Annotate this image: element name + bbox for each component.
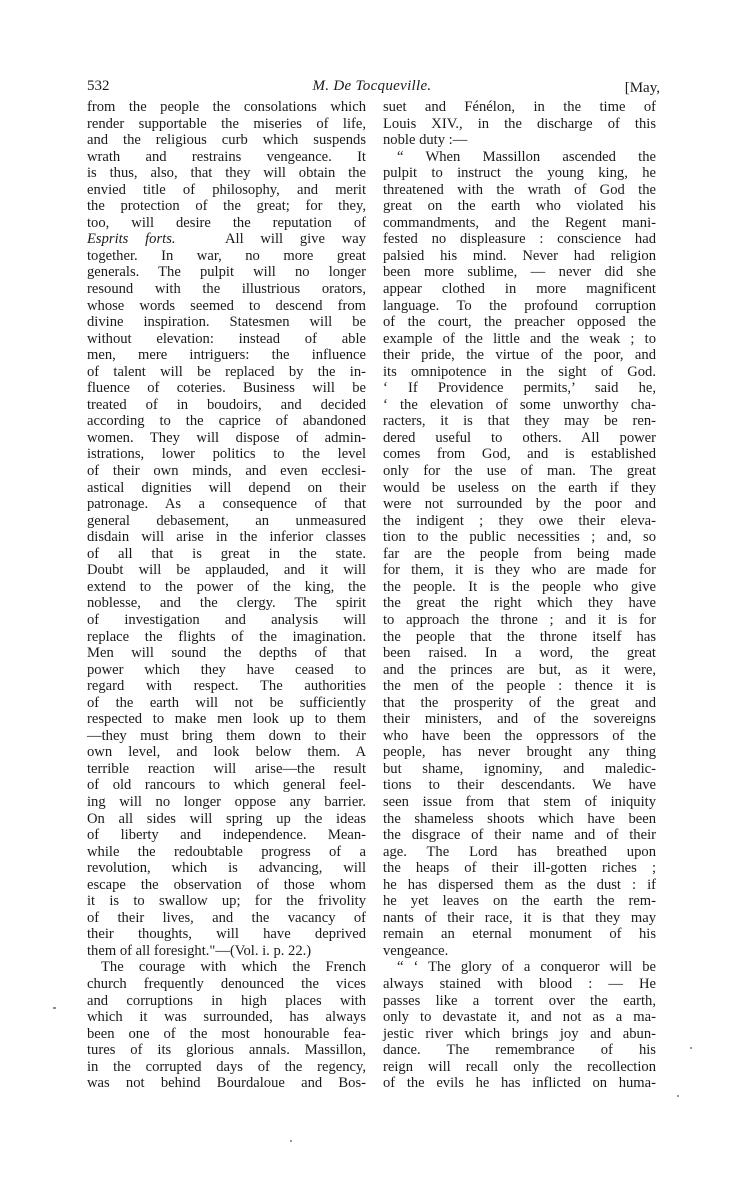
text-line: terrible reaction will arise—the result xyxy=(87,760,366,777)
text-line: nants of their race, it is that they may xyxy=(383,909,656,926)
text-line: church frequently denounced the vices xyxy=(87,975,366,992)
running-title: M. De Tocqueville. xyxy=(312,78,432,94)
text-line: always stained with blood : — He xyxy=(383,975,656,992)
text-line: pulpit to instruct the young king, he xyxy=(383,165,656,182)
text-line: ‘ If Providence permits,’ said he, xyxy=(383,380,656,397)
text-line: for them, it is they who are made for xyxy=(383,562,656,579)
text-line: which it was surrounded, has always xyxy=(87,1009,366,1026)
text-line: racters, it is that they may be ren- xyxy=(383,413,656,430)
text-line: of their lives, and the vacancy of xyxy=(87,909,366,926)
text-line: the disgrace of their name and of their xyxy=(383,827,656,844)
text-line: extend to the power of the king, the xyxy=(87,578,366,595)
text-line: while the redoubtable progress of a xyxy=(87,843,366,860)
text-line: their thoughts, will have deprived xyxy=(87,926,366,943)
page-header xyxy=(87,76,660,96)
text-line: remain an eternal monument of his xyxy=(383,926,656,943)
text-line: their ministers, and of the sovereigns xyxy=(383,711,656,728)
paragraph-start: “ When Massillon ascended the xyxy=(397,148,656,165)
left-column xyxy=(87,99,366,1092)
text-line: noblesse, and the clergy. The spirit xyxy=(87,595,366,612)
paragraph-start: “ ‘ The glory of a conqueror will be xyxy=(397,959,656,976)
text-line: their pride, the virtue of the poor, and xyxy=(383,347,656,364)
text-line: was not behind Bourdaloue and Bos- xyxy=(87,1075,366,1092)
text-line: example of the little and the weak ; to xyxy=(383,330,656,347)
text-line: revolution, which is advancing, will xyxy=(87,860,366,877)
text-line: in the corrupted days of the regency, xyxy=(87,1058,366,1075)
scan-speck xyxy=(290,1140,292,1142)
text-line: the protection of the great; for they, xyxy=(87,198,366,215)
text-line: wrath and restrains vengeance. It xyxy=(87,148,366,165)
text-line: only for the use of man. The great xyxy=(383,463,656,480)
text-line: of their own minds, and even ecclesi- xyxy=(87,463,366,480)
text-line: own level, and look below them. A xyxy=(87,744,366,761)
text-line: the heaps of their ill-gotten riches ; xyxy=(383,860,656,877)
scan-speck xyxy=(53,1007,56,1009)
text-line: On all sides will spring up the ideas xyxy=(87,810,366,827)
text-line: of old rancours to which general feel- xyxy=(87,777,366,794)
text-line: escape the observation of those whom xyxy=(87,876,366,893)
scan-speck xyxy=(690,1047,692,1049)
text-line: the people that the throne itself has xyxy=(383,628,656,645)
text-line: power which they have ceased to xyxy=(87,661,366,678)
text-line: he yet leaves on the earth the rem- xyxy=(383,893,656,910)
text-line: resound with the illustrious orators, xyxy=(87,281,366,298)
text-line: of talent will be replaced by the in- xyxy=(87,363,366,380)
text-line: envied title of philosophy, and merit xyxy=(87,181,366,198)
text-line: the shameless shoots which have been xyxy=(383,810,656,827)
month-label: [May, xyxy=(624,80,660,96)
text-line: language. To the profound corruption xyxy=(383,297,656,314)
text-line: and corruptions in high places with xyxy=(87,992,366,1009)
page-number: 532 xyxy=(87,78,110,94)
text-line: seen issue from that stem of iniquity xyxy=(383,793,656,810)
text-line: astical dignities will depend on their xyxy=(87,479,366,496)
text-line: generals. The pulpit will no longer xyxy=(87,264,366,281)
text-line: too, will desire the reputation of xyxy=(87,214,366,231)
text-line: Men will sound the depths of that xyxy=(87,645,366,662)
text-line: Esprits forts. All will give way xyxy=(87,231,366,248)
text-line: the men of the people : thence it is xyxy=(383,678,656,695)
text-line: its omnipotence in the sight of God. xyxy=(383,363,656,380)
text-line: general debasement, an unmeasured xyxy=(87,512,366,529)
text-line: of liberty and independence. Mean- xyxy=(87,827,366,844)
text-line: far are the people from being made xyxy=(383,545,656,562)
text-line: to approach the throne ; and it is for xyxy=(383,611,656,628)
text-line: only to devastate it, and not as a ma- xyxy=(383,1009,656,1026)
text-line: great on the earth who violated his xyxy=(383,198,656,215)
text-line: treated of in boudoirs, and decided xyxy=(87,396,366,413)
text-line: —they must bring them down to their xyxy=(87,727,366,744)
text-line: vengeance. xyxy=(383,942,449,959)
text-line: jestic river which brings joy and abun- xyxy=(383,1025,656,1042)
paragraph-start: The courage with which the French xyxy=(101,959,366,976)
text-line: suet and Fénélon, in the time of xyxy=(383,99,656,115)
text-line: ‘ the elevation of some unworthy cha- xyxy=(383,396,656,413)
text-line: and the religious curb which suspends xyxy=(87,132,366,149)
text-line: together. In war, no more great xyxy=(87,247,366,264)
text-line: the indigent ; they owe their eleva- xyxy=(383,512,656,529)
text-line: comes from God, and is established xyxy=(383,446,656,463)
text-line: ing will no longer oppose any barrier. xyxy=(87,793,366,810)
text-line: disdain will arise in the inferior classes xyxy=(87,529,366,546)
text-line: tures of its glorious annals. Massillon, xyxy=(87,1042,366,1059)
text-line: appear clothed in more magnificent xyxy=(383,281,656,298)
text-line: passes like a torrent over the earth, xyxy=(383,992,656,1009)
text-line: tions to their descendants. We have xyxy=(383,777,656,794)
text-line: commandments, and the Regent mani- xyxy=(383,214,656,231)
text-line: of investigation and analysis will xyxy=(87,611,366,628)
text-line: whose words seemed to descend from xyxy=(87,297,366,314)
text-line: without elevation: instead of able xyxy=(87,330,366,347)
text-line: fested no displeasure : conscience had xyxy=(383,231,656,248)
text-line: from the people the consolations which xyxy=(87,99,366,115)
scan-speck xyxy=(677,1095,679,1097)
text-line: Louis XIV., in the discharge of this xyxy=(383,115,656,132)
text-line: he has dispersed them as the dust : if xyxy=(383,876,656,893)
text-line: replace the flights of the imagination. xyxy=(87,628,366,645)
text-line: women. They will dispose of admin- xyxy=(87,429,366,446)
text-line: would be useless on the earth if they xyxy=(383,479,656,496)
text-line: been more sublime, — never did she xyxy=(383,264,656,281)
text-line: fluence of coteries. Business will be xyxy=(87,380,366,397)
text-line: been one of the most honourable fea- xyxy=(87,1025,366,1042)
text-line: men, mere intriguers: the influence xyxy=(87,347,366,364)
text-line: divine inspiration. Statesmen will be xyxy=(87,314,366,331)
text-line: render supportable the miseries of life, xyxy=(87,115,366,132)
text-line: age. The Lord has breathed upon xyxy=(383,843,656,860)
text-line: is thus, also, that they will obtain the xyxy=(87,165,366,182)
text-line: dance. The remembrance of his xyxy=(383,1042,656,1059)
text-line: them of all foresight."—(Vol. i. p. 22.) xyxy=(87,942,312,959)
text-line: the great the right which they have xyxy=(383,595,656,612)
text-line: regard with respect. The authorities xyxy=(87,678,366,695)
text-line: people, has never brought any thing xyxy=(383,744,656,761)
text-line: Doubt will be applauded, and it will xyxy=(87,562,366,579)
text-line: reign will recall only the recollection xyxy=(383,1058,656,1075)
right-column xyxy=(383,99,656,1092)
text-line: that the prosperity of the great and xyxy=(383,694,656,711)
text-line: who have been the oppressors of the xyxy=(383,727,656,744)
text-line: and the princes are but, as it were, xyxy=(383,661,656,678)
text-line: threatened with the wrath of God the xyxy=(383,181,656,198)
text-line: palsied his mind. Never had religion xyxy=(383,247,656,264)
text-line: according to the caprice of abandoned xyxy=(87,413,366,430)
text-line: been raised. In a word, the great xyxy=(383,645,656,662)
text-line: the people. It is the people who give xyxy=(383,578,656,595)
text-line: dered useful to others. All power xyxy=(383,429,656,446)
text-line: it is to swallow up; for the frivolity xyxy=(87,893,366,910)
text-line: patronage. As a consequence of that xyxy=(87,496,366,513)
text-line: noble duty :— xyxy=(383,132,468,149)
text-line: tion to the public necessities ; and, so xyxy=(383,529,656,546)
text-line: of the earth will not be sufficiently xyxy=(87,694,366,711)
text-line: of the evils he has inflicted on huma- xyxy=(383,1075,656,1092)
italic-phrase: Esprits forts. xyxy=(87,231,176,248)
text-line: istrations, lower politics to the level xyxy=(87,446,366,463)
text-line: of the court, the preacher opposed the xyxy=(383,314,656,331)
text-line: but shame, ignominy, and maledic- xyxy=(383,760,656,777)
text-line: were not surrounded by the poor and xyxy=(383,496,656,513)
text-line: of all that is great in the state. xyxy=(87,545,366,562)
text-line: respected to make men look up to them xyxy=(87,711,366,728)
